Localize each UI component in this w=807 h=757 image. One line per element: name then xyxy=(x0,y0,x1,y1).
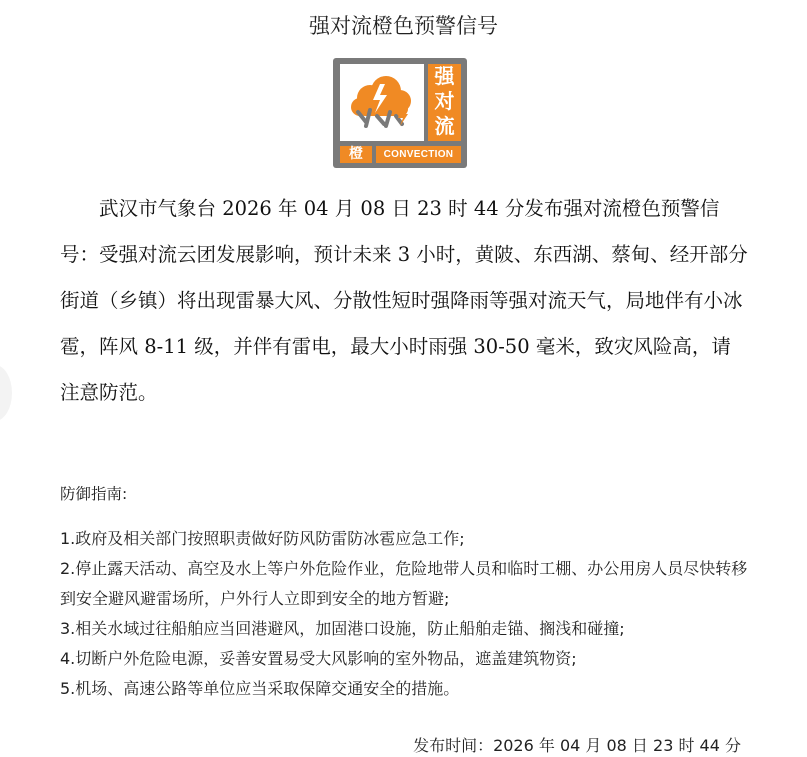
warning-body-text: 武汉市气象台 2026 年 04 月 08 日 23 时 44 分发布强对流橙色预警信号：受强对流云团发展影响，预计未来 3 小时，黄陂、东西湖、蔡甸、经开部分街道（乡镇）将出现雷暴大风、分散性短时强降雨等强对流天气，局地伴有小冰雹，阵风 8-11 级，并伴有雷电，最大小时雨强 30-50 毫米，致灾风险高，请注意防范。 xyxy=(60,197,748,404)
badge-cloud-panel xyxy=(340,64,424,141)
guidance-item: 1.政府及相关部门按照职责做好防风防雷防冰雹应急工作; xyxy=(60,529,465,548)
publish-time: 发布时间：2026 年 04 月 08 日 23 时 44 分 xyxy=(413,736,741,755)
badge-side-label xyxy=(428,64,461,141)
thunderstorm-cloud-icon xyxy=(340,64,424,141)
guidance-heading: 防御指南: xyxy=(60,485,128,503)
badge-side-char: 强 xyxy=(434,64,455,88)
guidance-item: 2.停止露天活动、高空及水上等户外危险作业，危险地带人员和临时工棚、办公用房人员尽快转移到安全避风避雷场所，户外行人立即到安全的地方暂避; xyxy=(60,559,748,608)
guidance-list xyxy=(60,524,760,704)
badge-english-label: CONVECTION xyxy=(376,146,461,163)
badge-level-label: 橙 xyxy=(340,146,372,163)
guidance-item: 4.切断户外危险电源，妥善安置易受大风影响的室外物品，遮盖建筑物资; xyxy=(60,649,577,668)
badge-side-char: 对 xyxy=(434,89,455,113)
guidance-item: 3.相关水域过往船舶应当回港避风，加固港口设施，防止船舶走锚、搁浅和碰撞; xyxy=(60,619,625,638)
scroll-edge-tab[interactable] xyxy=(0,365,12,421)
badge-side-char: 流 xyxy=(434,114,455,138)
page-title: 强对流橙色预警信号 xyxy=(309,14,498,38)
guidance-item: 5.机场、高速公路等单位应当采取保障交通安全的措施。 xyxy=(60,679,460,698)
warning-badge xyxy=(333,58,467,168)
